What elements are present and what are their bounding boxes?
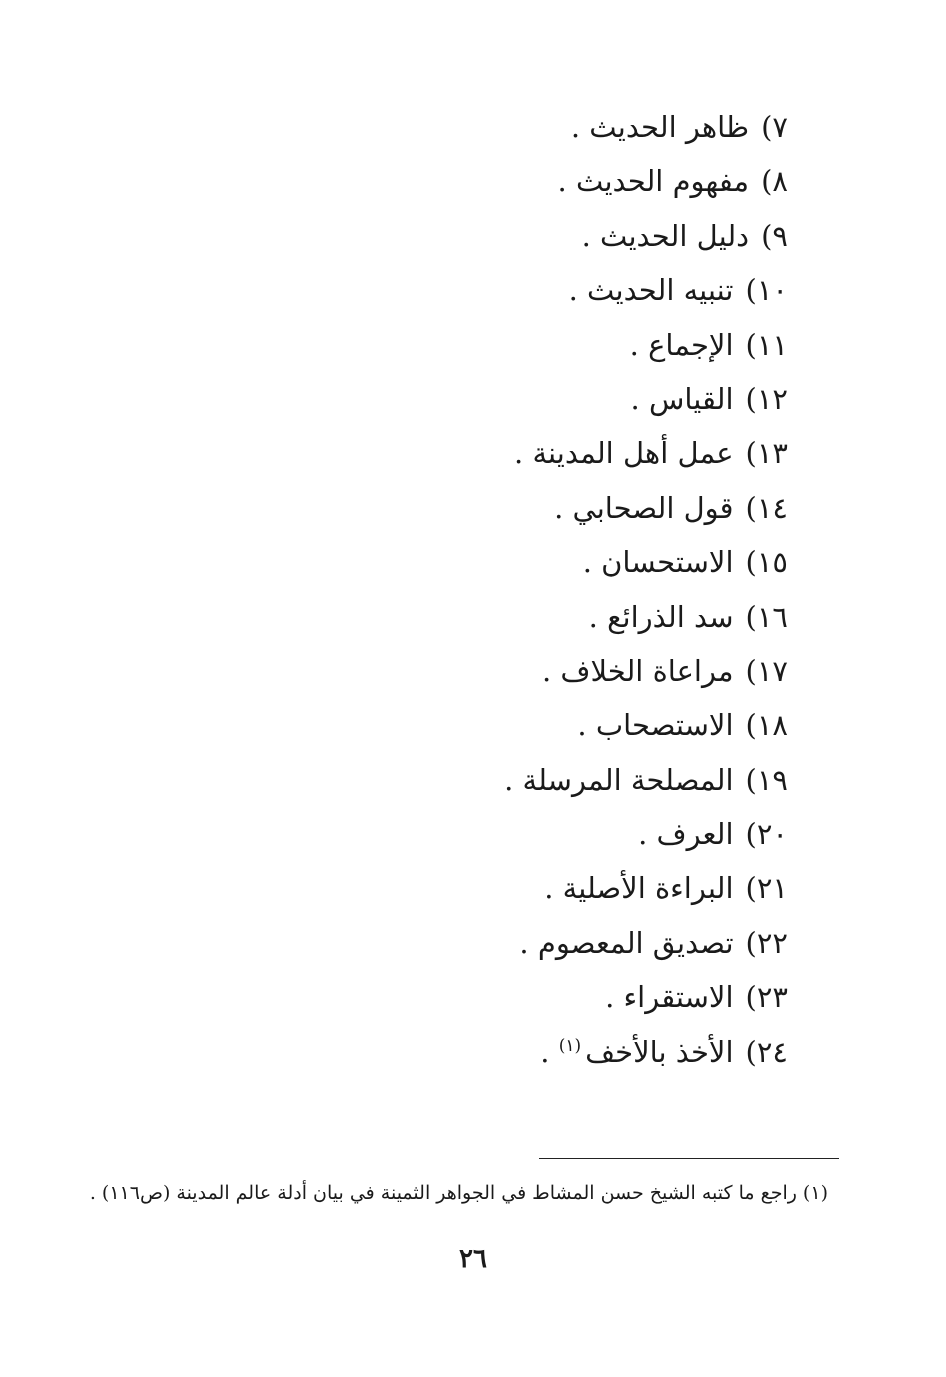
list-item xyxy=(268,701,788,755)
item-text: ظاهر الحديث . xyxy=(570,110,750,144)
item-text: قول الصحابي . xyxy=(554,490,734,525)
item-number: ١١) xyxy=(745,327,788,362)
item-number: ٢٤) xyxy=(745,1034,788,1069)
list-item xyxy=(268,429,788,483)
item-text: الاستصحاب . xyxy=(577,708,734,743)
item-tail: . xyxy=(540,1034,550,1069)
item-number: ١٧) xyxy=(745,653,788,688)
item-number: ٢١) xyxy=(745,871,788,906)
item-number: ٢٠) xyxy=(745,817,788,852)
footnote-divider xyxy=(539,1158,839,1159)
list-item xyxy=(268,538,788,592)
item-text: العرف . xyxy=(638,817,734,852)
item-text: الأخذ بالأخف xyxy=(585,1034,734,1069)
list-item xyxy=(268,266,788,320)
item-number: ٨) xyxy=(761,164,788,199)
item-number: ١٢) xyxy=(745,381,788,416)
item-number: ١٦) xyxy=(745,599,788,634)
item-number: ١٠) xyxy=(745,273,788,308)
list-item xyxy=(268,593,788,647)
item-text: المصلحة المرسلة . xyxy=(504,762,734,797)
item-text: تصديق المعصوم . xyxy=(519,925,734,960)
item-number: ٢٣) xyxy=(745,980,788,1015)
footnote-text: (١) راجع ما كتبه الشيخ حسن المشاط في الجواهر الثمينة في بيان أدلة عالم المدينة (ص١١٦) . xyxy=(89,1182,828,1204)
list-item xyxy=(268,919,788,973)
list-item xyxy=(268,375,788,429)
evidence-list xyxy=(268,103,788,1082)
list-item xyxy=(268,212,788,266)
list-item xyxy=(268,321,788,375)
list-item xyxy=(268,864,788,918)
footnote-marker: (١) xyxy=(558,1035,582,1056)
item-text: مفهوم الحديث . xyxy=(557,164,750,199)
item-text: الاستقراء . xyxy=(605,980,734,1015)
list-item xyxy=(268,484,788,538)
list-item xyxy=(268,647,788,701)
list-item xyxy=(268,756,788,810)
item-text: عمل أهل المدينة . xyxy=(514,436,734,471)
item-number: ١٨) xyxy=(745,708,788,743)
item-number: ١٣) xyxy=(745,436,788,471)
item-text: الاستحسان . xyxy=(582,545,734,580)
item-number: ١٥) xyxy=(745,545,788,580)
list-item xyxy=(268,1028,788,1082)
item-text: مراعاة الخلاف . xyxy=(541,653,734,688)
list-item xyxy=(268,973,788,1027)
item-text: دليل الحديث . xyxy=(581,218,750,253)
item-number: ٢٢) xyxy=(745,925,788,960)
item-number: ٧) xyxy=(761,110,788,144)
item-text: البراءة الأصلية . xyxy=(544,871,734,906)
list-item xyxy=(268,810,788,864)
list-item xyxy=(268,103,788,157)
item-text: القياس . xyxy=(630,381,734,416)
item-number: ٩) xyxy=(761,218,788,253)
item-text: الإجماع . xyxy=(629,327,734,362)
item-text: تنبيه الحديث . xyxy=(568,273,734,308)
item-number: ١٩) xyxy=(745,762,788,797)
item-text: سد الذرائع . xyxy=(588,599,734,634)
list-item xyxy=(268,157,788,211)
page-number: ٢٦ xyxy=(459,1244,487,1274)
item-number: ١٤) xyxy=(745,490,788,525)
